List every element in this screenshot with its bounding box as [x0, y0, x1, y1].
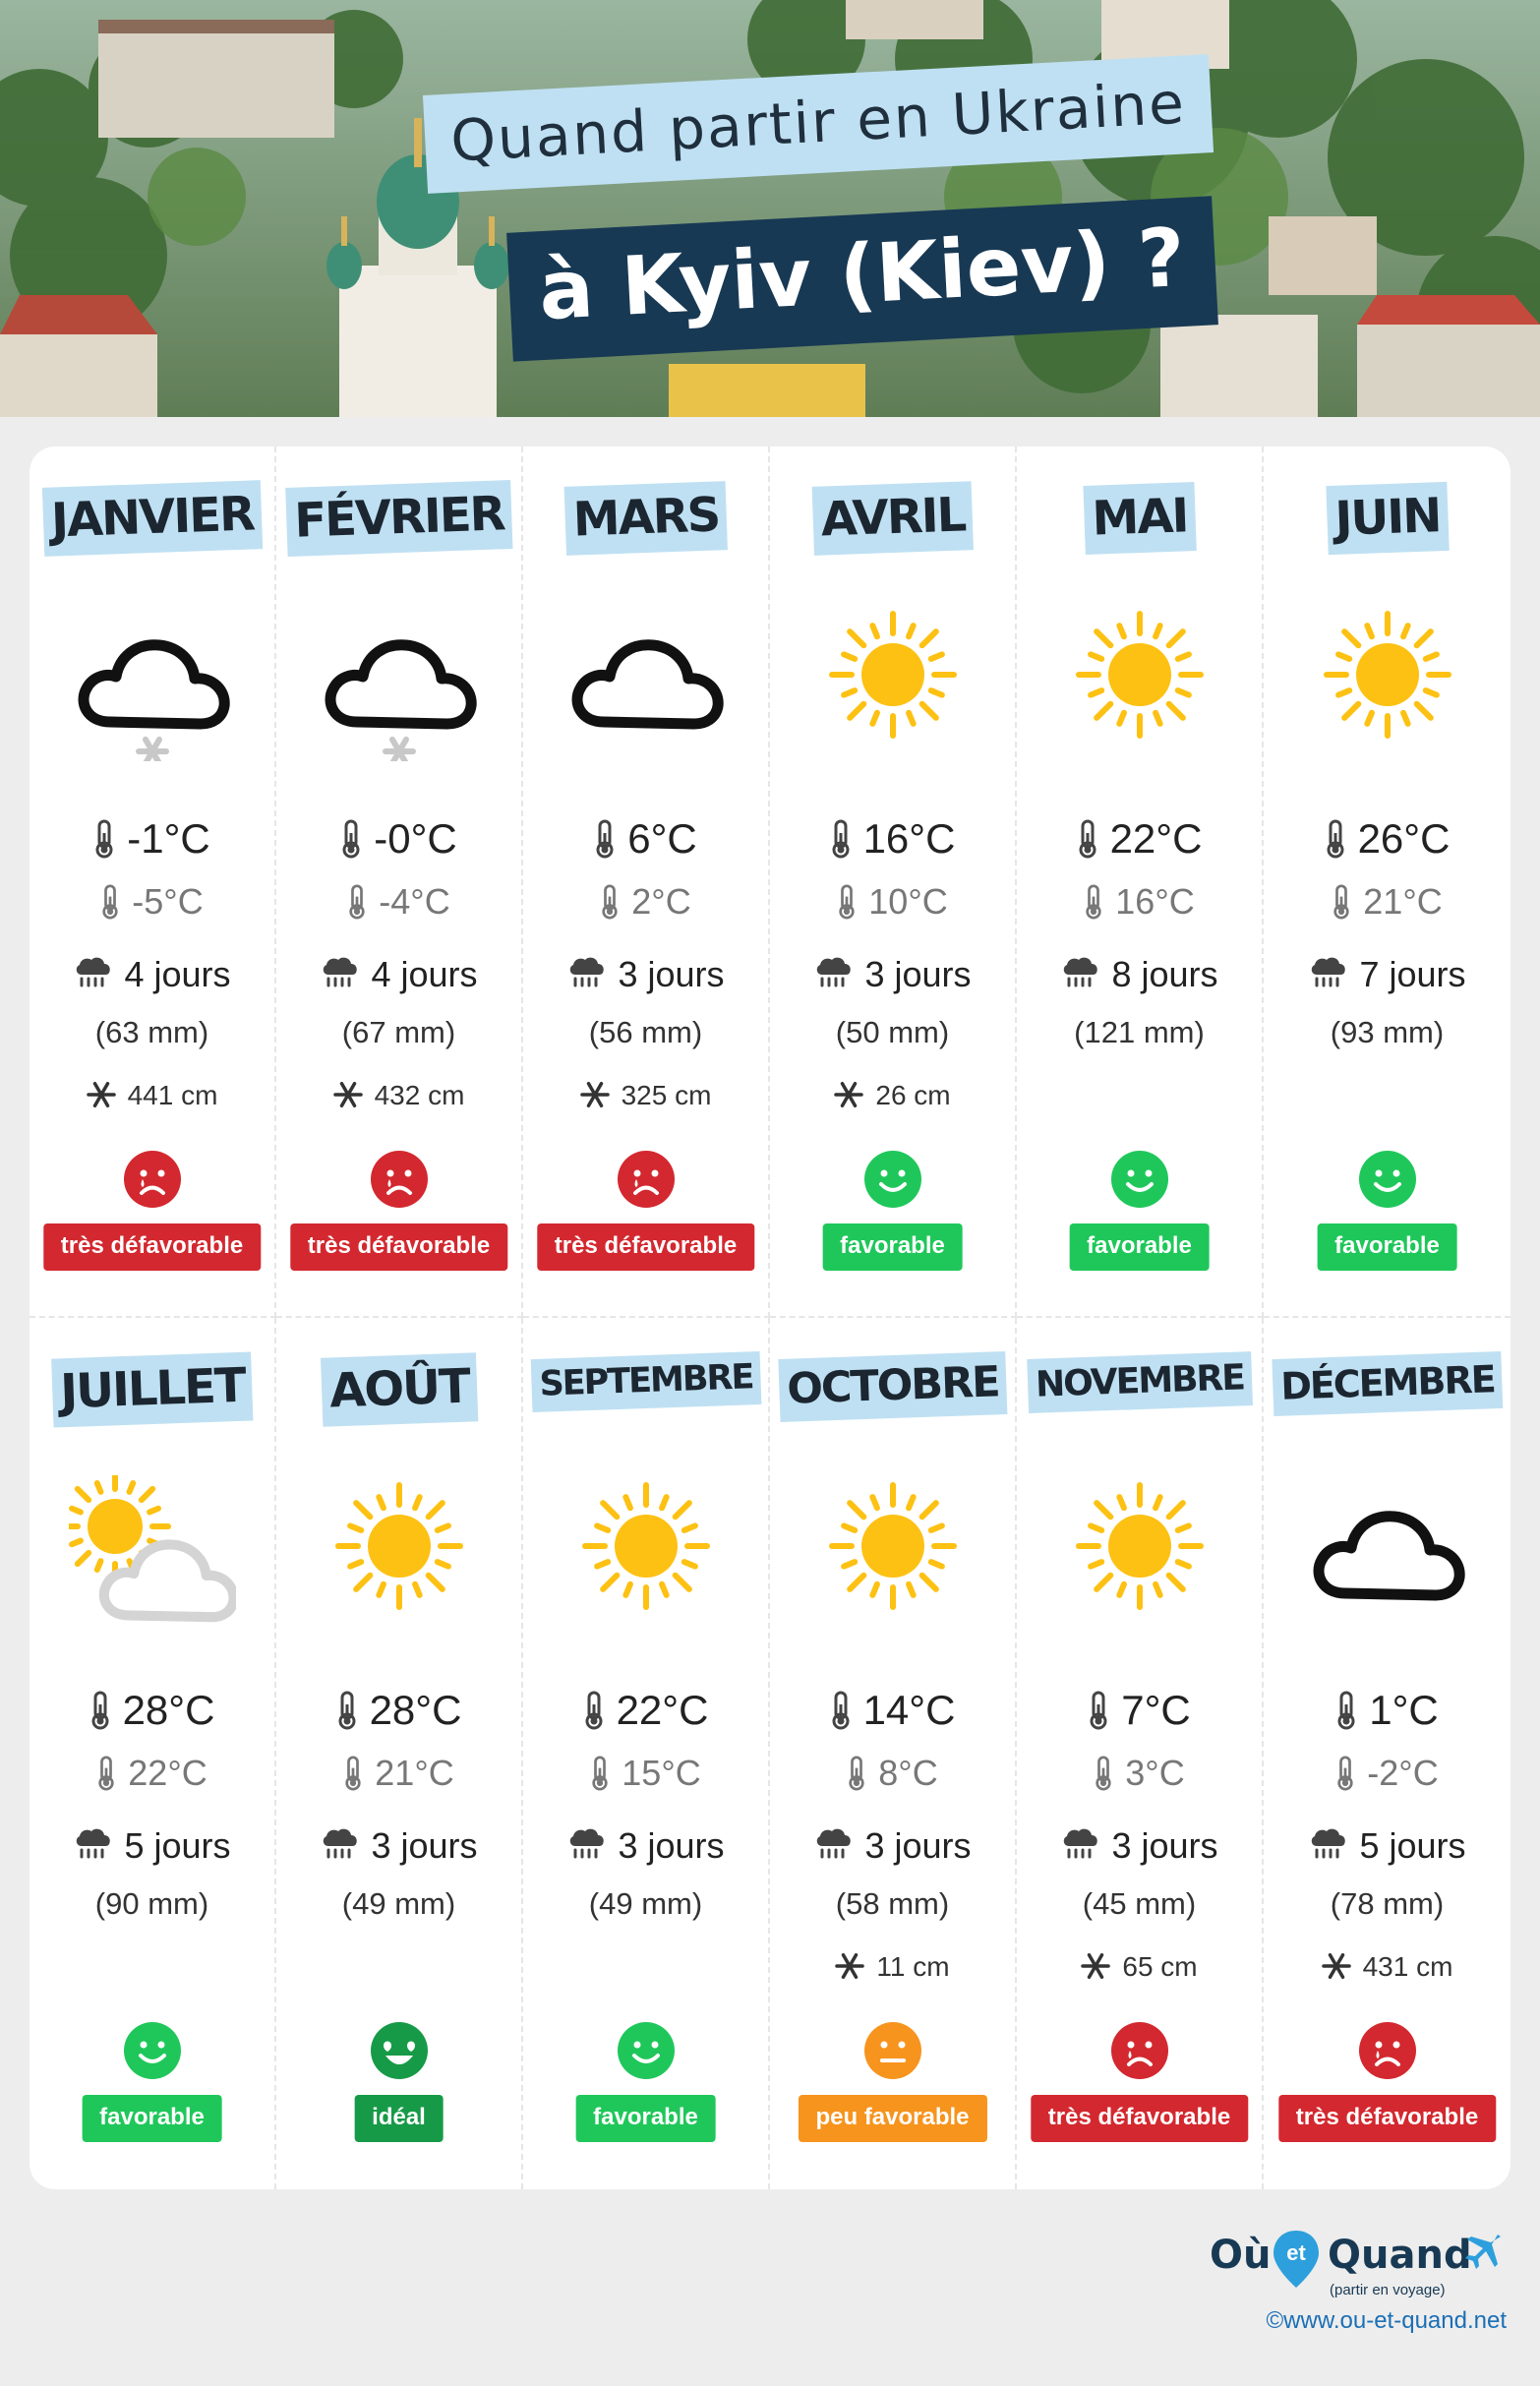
month-cell [523, 1318, 770, 2189]
rain-mm: (49 mm) [588, 1886, 703, 1921]
thermometer-icon [830, 819, 852, 859]
snow-depth [523, 1080, 768, 1111]
sun-icon [1304, 604, 1471, 761]
airplane-icon [1461, 2231, 1505, 2274]
thermometer-icon [583, 1691, 605, 1730]
temp-max [276, 815, 521, 863]
thermometer-icon [93, 819, 115, 859]
snow-depth [30, 1080, 274, 1111]
thermometer-icon [847, 1756, 866, 1791]
temp-max [1017, 815, 1262, 863]
weather-icon [563, 604, 730, 761]
temp-min [770, 881, 1015, 923]
logo-quand-text: Quand [1328, 2233, 1472, 2278]
month-cell [30, 1318, 276, 2189]
temp-min [770, 1753, 1015, 1794]
rain-cloud-icon [320, 955, 359, 988]
temp-max-value: -0°C [374, 815, 457, 862]
sad-face-icon [1359, 2022, 1416, 2079]
sad-face-icon [1111, 2022, 1168, 2079]
rain-cloud-icon [813, 955, 853, 988]
rain-days [770, 954, 1015, 995]
thermometer-icon [336, 1691, 358, 1730]
verdict-badge: idéal [354, 2095, 444, 2142]
months-grid [30, 447, 1510, 2189]
temp-min-value: -5°C [132, 881, 204, 922]
weather-icon [1056, 604, 1223, 761]
thermometer-icon [1084, 884, 1103, 920]
temp-min-value: 22°C [128, 1753, 207, 1793]
snow-depth-value: 11 cm [876, 1951, 950, 1982]
thermometer-icon [1335, 1691, 1357, 1730]
title-line-2: à Kyiv (Kiev) ? [506, 196, 1217, 361]
temp-min-value: 16°C [1115, 881, 1195, 922]
month-cell [1264, 1318, 1510, 2189]
rain-days-value: 3 jours [618, 1825, 725, 1866]
temp-max-value: 22°C [616, 1687, 709, 1733]
rain-cloud-icon [320, 1826, 359, 1860]
cloud-icon [563, 604, 730, 761]
rain-cloud-icon [1060, 1826, 1099, 1860]
snow-depth [1017, 1951, 1262, 1983]
thermometer-icon [343, 1756, 363, 1791]
neutral-face-icon [864, 2022, 921, 2079]
weather-icon [1056, 1475, 1223, 1633]
thermometer-icon [830, 1691, 852, 1730]
month-name: AVRIL [811, 481, 974, 556]
thermometer-icon [1094, 1756, 1113, 1791]
temp-min [1017, 1753, 1262, 1794]
snow-depth [276, 1080, 521, 1111]
month-name: SEPTEMBRE [530, 1351, 761, 1412]
temp-min [30, 881, 274, 923]
month-cell [30, 447, 276, 1318]
rain-days-value: 3 jours [864, 1825, 972, 1866]
thermometer-icon [837, 884, 857, 920]
weather-icon [1304, 1475, 1471, 1633]
verdict-badge: favorable [1317, 1223, 1457, 1271]
temp-max-value: 28°C [122, 1687, 215, 1733]
weather-icon [563, 1475, 730, 1633]
rain-mm: (58 mm) [835, 1886, 950, 1921]
snow-depth-value: 432 cm [374, 1080, 465, 1110]
weather-icon [316, 604, 483, 761]
temp-max [1264, 815, 1510, 863]
happy-face-icon [1111, 1151, 1168, 1208]
rain-days [523, 1825, 768, 1867]
rain-mm: (121 mm) [1074, 1015, 1205, 1049]
snow-depth-value: 325 cm [621, 1080, 712, 1110]
rain-mm: (63 mm) [94, 1015, 209, 1049]
rain-mm: (78 mm) [1330, 1886, 1445, 1921]
header-photo [0, 0, 1540, 417]
sun-icon [563, 1475, 730, 1633]
weather-icon [809, 604, 977, 761]
rain-days [770, 1825, 1015, 1867]
temp-max [770, 1687, 1015, 1734]
temp-min [1264, 881, 1510, 923]
snowflake-icon [333, 1080, 363, 1109]
weather-icon [316, 1475, 483, 1633]
snowflake-icon [580, 1080, 610, 1109]
temp-max [523, 815, 768, 863]
rain-mm: (56 mm) [588, 1015, 703, 1049]
month-cell [1017, 1318, 1264, 2189]
temp-max [276, 1687, 521, 1734]
temp-max-value: -1°C [127, 815, 210, 862]
snowflake-icon [834, 1080, 863, 1109]
snow-depth-value: 65 cm [1122, 1951, 1198, 1982]
rain-days [30, 954, 274, 995]
snow-depth [770, 1080, 1015, 1111]
thermometer-icon [594, 819, 616, 859]
weather-icon [69, 604, 236, 761]
month-name: MARS [563, 481, 728, 556]
month-name: JUILLET [51, 1351, 254, 1427]
rain-days-value: 3 jours [371, 1825, 478, 1866]
sun-icon [316, 1475, 483, 1633]
month-name: FÉVRIER [285, 480, 513, 557]
month-name: DÉCEMBRE [1272, 1351, 1503, 1416]
temp-max-value: 14°C [862, 1687, 956, 1733]
logo-et-text: et [1286, 2240, 1306, 2265]
cloud-snow-icon [69, 604, 236, 761]
temp-max-value: 7°C [1121, 1687, 1191, 1733]
rain-days-value: 4 jours [124, 954, 231, 994]
temp-min [276, 1753, 521, 1794]
month-name: NOVEMBRE [1027, 1351, 1253, 1413]
month-cell [276, 447, 523, 1318]
rain-mm: (49 mm) [341, 1886, 456, 1921]
temp-min [1017, 881, 1262, 923]
rain-mm: (90 mm) [94, 1886, 209, 1921]
month-name: JUIN [1326, 482, 1449, 555]
ou-et-quand-logo[interactable] [1210, 2229, 1505, 2307]
heart-eyes-face-icon [371, 2022, 428, 2079]
verdict-badge: favorable [575, 2095, 716, 2142]
month-name: AOÛT [320, 1352, 477, 1426]
rain-cloud-icon [566, 1826, 606, 1860]
thermometer-icon [100, 884, 120, 920]
rain-mm: (67 mm) [341, 1015, 456, 1049]
temp-min-value: 21°C [1363, 881, 1443, 922]
rain-cloud-icon [73, 955, 112, 988]
verdict-badge: très défavorable [1031, 2095, 1248, 2142]
month-cell [1017, 447, 1264, 1318]
temp-min [523, 1753, 768, 1794]
temp-min-value: 21°C [375, 1753, 454, 1793]
temp-max [1264, 1687, 1510, 1734]
rain-mm: (50 mm) [835, 1015, 950, 1049]
verdict-badge: favorable [82, 2095, 222, 2142]
sad-face-icon [618, 1151, 675, 1208]
temp-max-value: 1°C [1369, 1687, 1439, 1733]
copyright-link[interactable]: ©www.ou-et-quand.net [1266, 2307, 1507, 2334]
weather-icon [809, 1475, 977, 1633]
temp-max [770, 815, 1015, 863]
snowflake-icon [835, 1951, 864, 1981]
rain-cloud-icon [1060, 955, 1099, 988]
thermometer-icon [340, 819, 362, 859]
temp-max [30, 815, 274, 863]
month-cell [523, 447, 770, 1318]
month-cell [770, 447, 1017, 1318]
verdict-badge: très défavorable [1278, 2095, 1496, 2142]
rain-days [1017, 954, 1262, 995]
temp-min [523, 881, 768, 923]
temp-max [1017, 1687, 1262, 1734]
rain-days-value: 5 jours [1359, 1825, 1466, 1866]
rain-mm: (93 mm) [1330, 1015, 1445, 1049]
temp-min-value: 15°C [622, 1753, 701, 1793]
rain-days [1264, 1825, 1510, 1867]
logo-tagline: (partir en voyage) [1330, 2282, 1446, 2298]
thermometer-icon [1325, 819, 1346, 859]
month-cell [770, 1318, 1017, 2189]
thermometer-icon [347, 884, 367, 920]
rain-days [30, 1825, 274, 1867]
happy-face-icon [864, 1151, 921, 1208]
snow-depth-value: 441 cm [127, 1080, 218, 1110]
temp-max-value: 6°C [627, 815, 697, 862]
calendar-card [30, 447, 1510, 2189]
cloud-icon [1304, 1475, 1471, 1633]
rain-cloud-icon [1308, 955, 1347, 988]
thermometer-icon [590, 1756, 610, 1791]
snow-depth [770, 1951, 1015, 1983]
sun-icon [1056, 1475, 1223, 1633]
temp-min [30, 1753, 274, 1794]
rain-cloud-icon [566, 955, 606, 988]
verdict-badge: peu favorable [798, 2095, 986, 2142]
rain-days [523, 954, 768, 995]
snowflake-icon [87, 1080, 116, 1109]
verdict-badge: favorable [1069, 1223, 1210, 1271]
temp-max-value: 16°C [862, 815, 956, 862]
month-name: JANVIER [41, 480, 262, 557]
temp-min-value: 10°C [868, 881, 948, 922]
month-cell [276, 1318, 523, 2189]
rain-days-value: 7 jours [1359, 954, 1466, 994]
sad-face-icon [124, 1151, 181, 1208]
logo-ou-text: Où [1210, 2233, 1272, 2278]
month-cell [1264, 447, 1510, 1318]
sad-face-icon [371, 1151, 428, 1208]
sun-icon [809, 604, 977, 761]
rain-cloud-icon [73, 1826, 112, 1860]
snowflake-icon [1081, 1951, 1110, 1981]
snow-depth-value: 431 cm [1362, 1951, 1453, 1982]
temp-min-value: -4°C [379, 881, 450, 922]
weather-icon [69, 1475, 236, 1633]
temp-min-value: 3°C [1125, 1753, 1185, 1793]
rain-days-value: 4 jours [371, 954, 478, 994]
rain-days-value: 8 jours [1111, 954, 1218, 994]
rain-cloud-icon [813, 1826, 853, 1860]
temp-max [30, 1687, 274, 1734]
weather-icon [1304, 604, 1471, 761]
temp-max [523, 1687, 768, 1734]
thermometer-icon [96, 1756, 116, 1791]
temp-min [1264, 1753, 1510, 1794]
thermometer-icon [1335, 1756, 1355, 1791]
title-line-1: Quand partir en Ukraine [423, 54, 1214, 194]
sun-icon [1056, 604, 1223, 761]
rain-days-value: 3 jours [864, 954, 972, 994]
thermometer-icon [1088, 1691, 1109, 1730]
month-name: OCTOBRE [778, 1351, 1007, 1422]
rain-days-value: 3 jours [618, 954, 725, 994]
verdict-badge: favorable [822, 1223, 963, 1271]
verdict-badge: très défavorable [43, 1223, 261, 1271]
rain-mm: (45 mm) [1082, 1886, 1197, 1921]
happy-face-icon [618, 2022, 675, 2079]
rain-days-value: 3 jours [1111, 1825, 1218, 1866]
snow-depth-value: 26 cm [875, 1080, 951, 1110]
sun-icon [809, 1475, 977, 1633]
thermometer-icon [1077, 819, 1098, 859]
thermometer-icon [89, 1691, 111, 1730]
thermometer-icon [1332, 884, 1351, 920]
rain-cloud-icon [1308, 1826, 1347, 1860]
temp-min-value: 2°C [631, 881, 691, 922]
rain-days [1017, 1825, 1262, 1867]
cloud-snow-icon [316, 604, 483, 761]
verdict-badge: très défavorable [290, 1223, 507, 1271]
happy-face-icon [1359, 1151, 1416, 1208]
rain-days-value: 5 jours [124, 1825, 231, 1866]
temp-max-value: 28°C [369, 1687, 462, 1733]
month-name: MAI [1083, 482, 1196, 555]
rain-days [1264, 954, 1510, 995]
verdict-badge: très défavorable [537, 1223, 754, 1271]
happy-face-icon [124, 2022, 181, 2079]
temp-max-value: 22°C [1109, 815, 1203, 862]
thermometer-icon [600, 884, 620, 920]
temp-min-value: 8°C [878, 1753, 938, 1793]
temp-max-value: 26°C [1357, 815, 1451, 862]
kyiv-cityscape-illustration [0, 0, 1540, 417]
rain-days [276, 954, 521, 995]
rain-days [276, 1825, 521, 1867]
temp-min [276, 881, 521, 923]
snowflake-icon [1322, 1951, 1351, 1981]
snow-depth [1264, 1951, 1510, 1983]
temp-min-value: -2°C [1367, 1753, 1439, 1793]
sun-cloud-icon [69, 1475, 236, 1633]
